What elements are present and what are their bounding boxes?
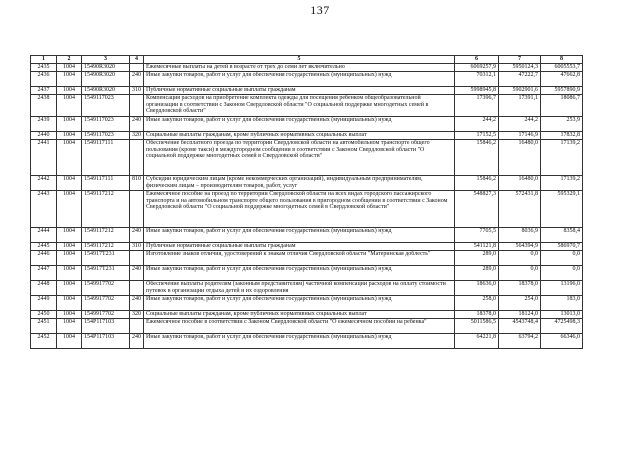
amount-col7-cell: 47222,7 xyxy=(499,72,541,87)
amount-col7-cell: 18378,0 xyxy=(499,281,541,296)
amount-col7-cell: 254,0 xyxy=(499,296,541,311)
section-code-cell: 1004 xyxy=(57,228,82,243)
amount-col6-cell: 541121,8 xyxy=(455,243,499,251)
header-cell-5: 5 xyxy=(144,56,455,64)
section-code-cell: 1004 xyxy=(57,117,82,132)
target-article-cell: 154917T231 xyxy=(82,251,130,266)
amount-col7-cell: 572431,8 xyxy=(499,191,541,228)
target-article-cell: 1549117212 xyxy=(82,243,130,251)
amount-col6-cell: 70312,1 xyxy=(455,72,499,87)
amount-col6-cell: 17152,5 xyxy=(455,132,499,140)
amount-col7-cell: 4543748,4 xyxy=(499,319,541,334)
amount-col6-cell: 7705,5 xyxy=(455,228,499,243)
section-code-cell: 1004 xyxy=(57,132,82,140)
amount-col8-cell: 4725498,3 xyxy=(541,319,583,334)
row-number-cell: 2438 xyxy=(31,95,57,117)
amount-col6-cell: 15846,2 xyxy=(455,140,499,176)
target-article-cell: 1549117023 xyxy=(82,132,130,140)
amount-col8-cell: 253,9 xyxy=(541,117,583,132)
amount-col6-cell: 15846,2 xyxy=(455,176,499,191)
header-cell-6: 6 xyxy=(455,56,499,64)
table-row xyxy=(31,243,583,251)
table-row xyxy=(31,72,583,87)
target-article-cell: 1549117023 xyxy=(82,95,130,117)
expense-type-cell xyxy=(130,251,144,266)
expense-type-cell: 240 xyxy=(130,228,144,243)
amount-col7-cell: 0,0 xyxy=(499,266,541,281)
expense-type-cell: 240 xyxy=(130,334,144,349)
section-code-cell: 1004 xyxy=(57,266,82,281)
row-number-cell: 2437 xyxy=(31,87,57,95)
amount-col7-cell: 16480,0 xyxy=(499,140,541,176)
amount-col8-cell: 0,0 xyxy=(541,266,583,281)
target-article-cell: 154P117103 xyxy=(82,319,130,334)
section-code-cell: 1004 xyxy=(57,95,82,117)
amount-col8-cell: 183,0 xyxy=(541,296,583,311)
expense-type-cell xyxy=(130,95,144,117)
section-code-cell: 1004 xyxy=(57,319,82,334)
table-row xyxy=(31,228,583,243)
amount-col8-cell: 13196,0 xyxy=(541,281,583,296)
amount-col8-cell: 5957890,9 xyxy=(541,87,583,95)
table-row xyxy=(31,140,583,176)
expense-type-cell: 320 xyxy=(130,311,144,319)
item-name-cell: Иные закупки товаров, работ и услуг для обеспечения государственных (муниципальных) нужд xyxy=(144,228,455,243)
amount-col7-cell: 17391,1 xyxy=(499,95,541,117)
target-article-cell: 154P117103 xyxy=(82,334,130,349)
amount-col6-cell: 244,2 xyxy=(455,117,499,132)
amount-col6-cell: 64221,8 xyxy=(455,334,499,349)
expense-type-cell: 310 xyxy=(130,243,144,251)
table-row xyxy=(31,191,583,228)
header-cell-8: 8 xyxy=(541,56,583,64)
expense-type-cell: 240 xyxy=(130,296,144,311)
amount-col8-cell: 586970,7 xyxy=(541,243,583,251)
expense-type-cell: 810 xyxy=(130,176,144,191)
item-name-cell: Иные закупки товаров, работ и услуг для обеспечения государственных (муниципальных) нужд xyxy=(144,72,455,87)
amount-col8-cell: 17832,8 xyxy=(541,132,583,140)
section-code-cell: 1004 xyxy=(57,64,82,72)
item-name-cell: Иные закупки товаров, работ и услуг для обеспечения государственных (муниципальных) нужд xyxy=(144,117,455,132)
amount-col7-cell: 564394,9 xyxy=(499,243,541,251)
table-row xyxy=(31,281,583,296)
amount-col8-cell: 8358,4 xyxy=(541,228,583,243)
table-row xyxy=(31,132,583,140)
section-code-cell: 1004 xyxy=(57,296,82,311)
expense-type-cell: 240 xyxy=(130,72,144,87)
row-number-cell: 2443 xyxy=(31,191,57,228)
table-row xyxy=(31,319,583,334)
item-name-cell: Иные закупки товаров, работ и услуг для обеспечения государственных (муниципальных) нужд xyxy=(144,266,455,281)
amount-col7-cell: 63794,2 xyxy=(499,334,541,349)
item-name-cell: Субсидии юридическим лицам (кроме некоммерческих организаций), индивидуальным предпринимателям, физическим лицам – производителям товаров, работ, услуг xyxy=(144,176,455,191)
section-code-cell: 1004 xyxy=(57,251,82,266)
amount-col6-cell: 289,0 xyxy=(455,266,499,281)
target-article-cell: 15490R3020 xyxy=(82,72,130,87)
row-number-cell: 2444 xyxy=(31,228,57,243)
header-cell-7: 7 xyxy=(499,56,541,64)
section-code-cell: 1004 xyxy=(57,334,82,349)
table-row xyxy=(31,87,583,95)
table-row xyxy=(31,311,583,319)
row-number-cell: 2441 xyxy=(31,140,57,176)
row-number-cell: 2449 xyxy=(31,296,57,311)
header-cell-3: 3 xyxy=(82,56,130,64)
expense-type-cell: 310 xyxy=(130,87,144,95)
amount-col6-cell: 289,0 xyxy=(455,251,499,266)
row-number-cell: 2446 xyxy=(31,251,57,266)
section-code-cell: 1004 xyxy=(57,140,82,176)
row-number-cell: 2440 xyxy=(31,132,57,140)
table-row xyxy=(31,334,583,349)
row-number-cell: 2439 xyxy=(31,117,57,132)
item-name-cell: Иные закупки товаров, работ и услуг для обеспечения государственных (муниципальных) нужд xyxy=(144,296,455,311)
row-number-cell: 2448 xyxy=(31,281,57,296)
amount-col8-cell: 6005553,7 xyxy=(541,64,583,72)
amount-col8-cell: 47662,8 xyxy=(541,72,583,87)
expense-type-cell: 320 xyxy=(130,132,144,140)
amount-col7-cell: 0,0 xyxy=(499,251,541,266)
amount-col6-cell: 6069257,9 xyxy=(455,64,499,72)
item-name-cell: Иные закупки товаров, работ и услуг для обеспечения государственных (муниципальных) нужд xyxy=(144,334,455,349)
row-number-cell: 2442 xyxy=(31,176,57,191)
row-number-cell: 2451 xyxy=(31,319,57,334)
section-code-cell: 1004 xyxy=(57,72,82,87)
amount-col6-cell: 5998945,8 xyxy=(455,87,499,95)
target-article-cell: 15490R3020 xyxy=(82,64,130,72)
target-article-cell: 1549917702 xyxy=(82,296,130,311)
section-code-cell: 1004 xyxy=(57,243,82,251)
header-cell-2: 2 xyxy=(57,56,82,64)
item-name-cell: Публичные нормативные социальные выплаты гражданам xyxy=(144,243,455,251)
table-row xyxy=(31,296,583,311)
expense-type-cell xyxy=(130,319,144,334)
table-row xyxy=(31,176,583,191)
item-name-cell: Социальные выплаты гражданам, кроме публичных нормативных социальных выплат xyxy=(144,311,455,319)
table-body xyxy=(31,64,583,349)
page-number: 137 xyxy=(310,3,330,17)
table-row xyxy=(31,64,583,72)
expense-type-cell: 240 xyxy=(130,266,144,281)
item-name-cell: Ежемесячное пособие в соответствии с Законом Свердловской области "О ежемесячном пособии на ребенка" xyxy=(144,319,455,334)
section-code-cell: 1004 xyxy=(57,191,82,228)
budget-table xyxy=(30,55,583,349)
row-number-cell: 2447 xyxy=(31,266,57,281)
target-article-cell: 1549117111 xyxy=(82,140,130,176)
amount-col6-cell: 18378,0 xyxy=(455,311,499,319)
table-row xyxy=(31,251,583,266)
amount-col7-cell: 18124,0 xyxy=(499,311,541,319)
section-code-cell: 1004 xyxy=(57,311,82,319)
table-row xyxy=(31,95,583,117)
section-code-cell: 1004 xyxy=(57,176,82,191)
expense-type-cell xyxy=(130,140,144,176)
table-row xyxy=(31,117,583,132)
amount-col6-cell: 258,0 xyxy=(455,296,499,311)
header-cell-4: 4 xyxy=(130,56,144,64)
target-article-cell: 1549117212 xyxy=(82,228,130,243)
amount-col7-cell: 8036,9 xyxy=(499,228,541,243)
amount-col7-cell: 16480,0 xyxy=(499,176,541,191)
expense-type-cell xyxy=(130,281,144,296)
item-name-cell: Компенсация расходов на приобретение комплекта одежды для посещения ребенком общеобразовательной организации в соответствии с Законом Свердловской области "О социальной поддержке многодетных семей в Свердловской области" xyxy=(144,95,455,117)
amount-col6-cell: 5011586,5 xyxy=(455,319,499,334)
amount-col7-cell: 5950124,3 xyxy=(499,64,541,72)
row-number-cell: 2450 xyxy=(31,311,57,319)
item-name-cell: Ежемесячное пособие на проезд по территории Свердловской области на всех видах городского пассажирского транспорта и на автомобильном транспорте общего пользования в пригородном сообщении в соответствии с Законом Свердловской области "О социальной поддержке многодетных семей в Свердловской области" xyxy=(144,191,455,228)
table-row xyxy=(31,266,583,281)
amount-col8-cell: 595329,1 xyxy=(541,191,583,228)
target-article-cell: 1549117023 xyxy=(82,117,130,132)
amount-col7-cell: 17146,9 xyxy=(499,132,541,140)
section-code-cell: 1004 xyxy=(57,87,82,95)
item-name-cell: Изготовление знаков отличия, удостоверений к знакам отличия Свердловской области "Материнская доблесть" xyxy=(144,251,455,266)
target-article-cell: 1549917702 xyxy=(82,311,130,319)
header-row xyxy=(31,56,583,64)
row-number-cell: 2436 xyxy=(31,72,57,87)
section-code-cell: 1004 xyxy=(57,281,82,296)
amount-col6-cell: 17396,7 xyxy=(455,95,499,117)
amount-col8-cell: 66346,0 xyxy=(541,334,583,349)
target-article-cell: 1549117111 xyxy=(82,176,130,191)
amount-col6-cell: 18636,0 xyxy=(455,281,499,296)
expense-type-cell: 240 xyxy=(130,117,144,132)
expense-type-cell xyxy=(130,64,144,72)
row-number-cell: 2452 xyxy=(31,334,57,349)
item-name-cell: Социальные выплаты гражданам, кроме публичных нормативных социальных выплат xyxy=(144,132,455,140)
item-name-cell: Публичные нормативные социальные выплаты гражданам xyxy=(144,87,455,95)
amount-col8-cell: 18086,7 xyxy=(541,95,583,117)
target-article-cell: 1549917702 xyxy=(82,281,130,296)
amount-col8-cell: 17139,2 xyxy=(541,176,583,191)
item-name-cell: Ежемесячные выплаты на детей в возрасте от трех до семи лет включительно xyxy=(144,64,455,72)
amount-col7-cell: 244,2 xyxy=(499,117,541,132)
amount-col7-cell: 5902901,6 xyxy=(499,87,541,95)
amount-col8-cell: 17139,2 xyxy=(541,140,583,176)
item-name-cell: Обеспечение выплаты родителям (законным представителям) частичной компенсации расходов на оплату стоимости путевок в организации отдыха детей и их оздоровления xyxy=(144,281,455,296)
expense-type-cell xyxy=(130,191,144,228)
amount-col6-cell: 548827,3 xyxy=(455,191,499,228)
target-article-cell: 154917T231 xyxy=(82,266,130,281)
amount-col8-cell: 13013,0 xyxy=(541,311,583,319)
header-cell-1: 1 xyxy=(31,56,57,64)
row-number-cell: 2445 xyxy=(31,243,57,251)
target-article-cell: 15490R3020 xyxy=(82,87,130,95)
target-article-cell: 1549117212 xyxy=(82,191,130,228)
row-number-cell: 2435 xyxy=(31,64,57,72)
amount-col8-cell: 0,0 xyxy=(541,251,583,266)
item-name-cell: Обеспечение бесплатного проезда по территории Свердловской области на автомобильном транспорте общего пользования (кроме такси) в междугородном сообщении в соответствии с Законом Свердловской области "О социальной поддержке многодетных семей в Свердловской области" xyxy=(144,140,455,176)
